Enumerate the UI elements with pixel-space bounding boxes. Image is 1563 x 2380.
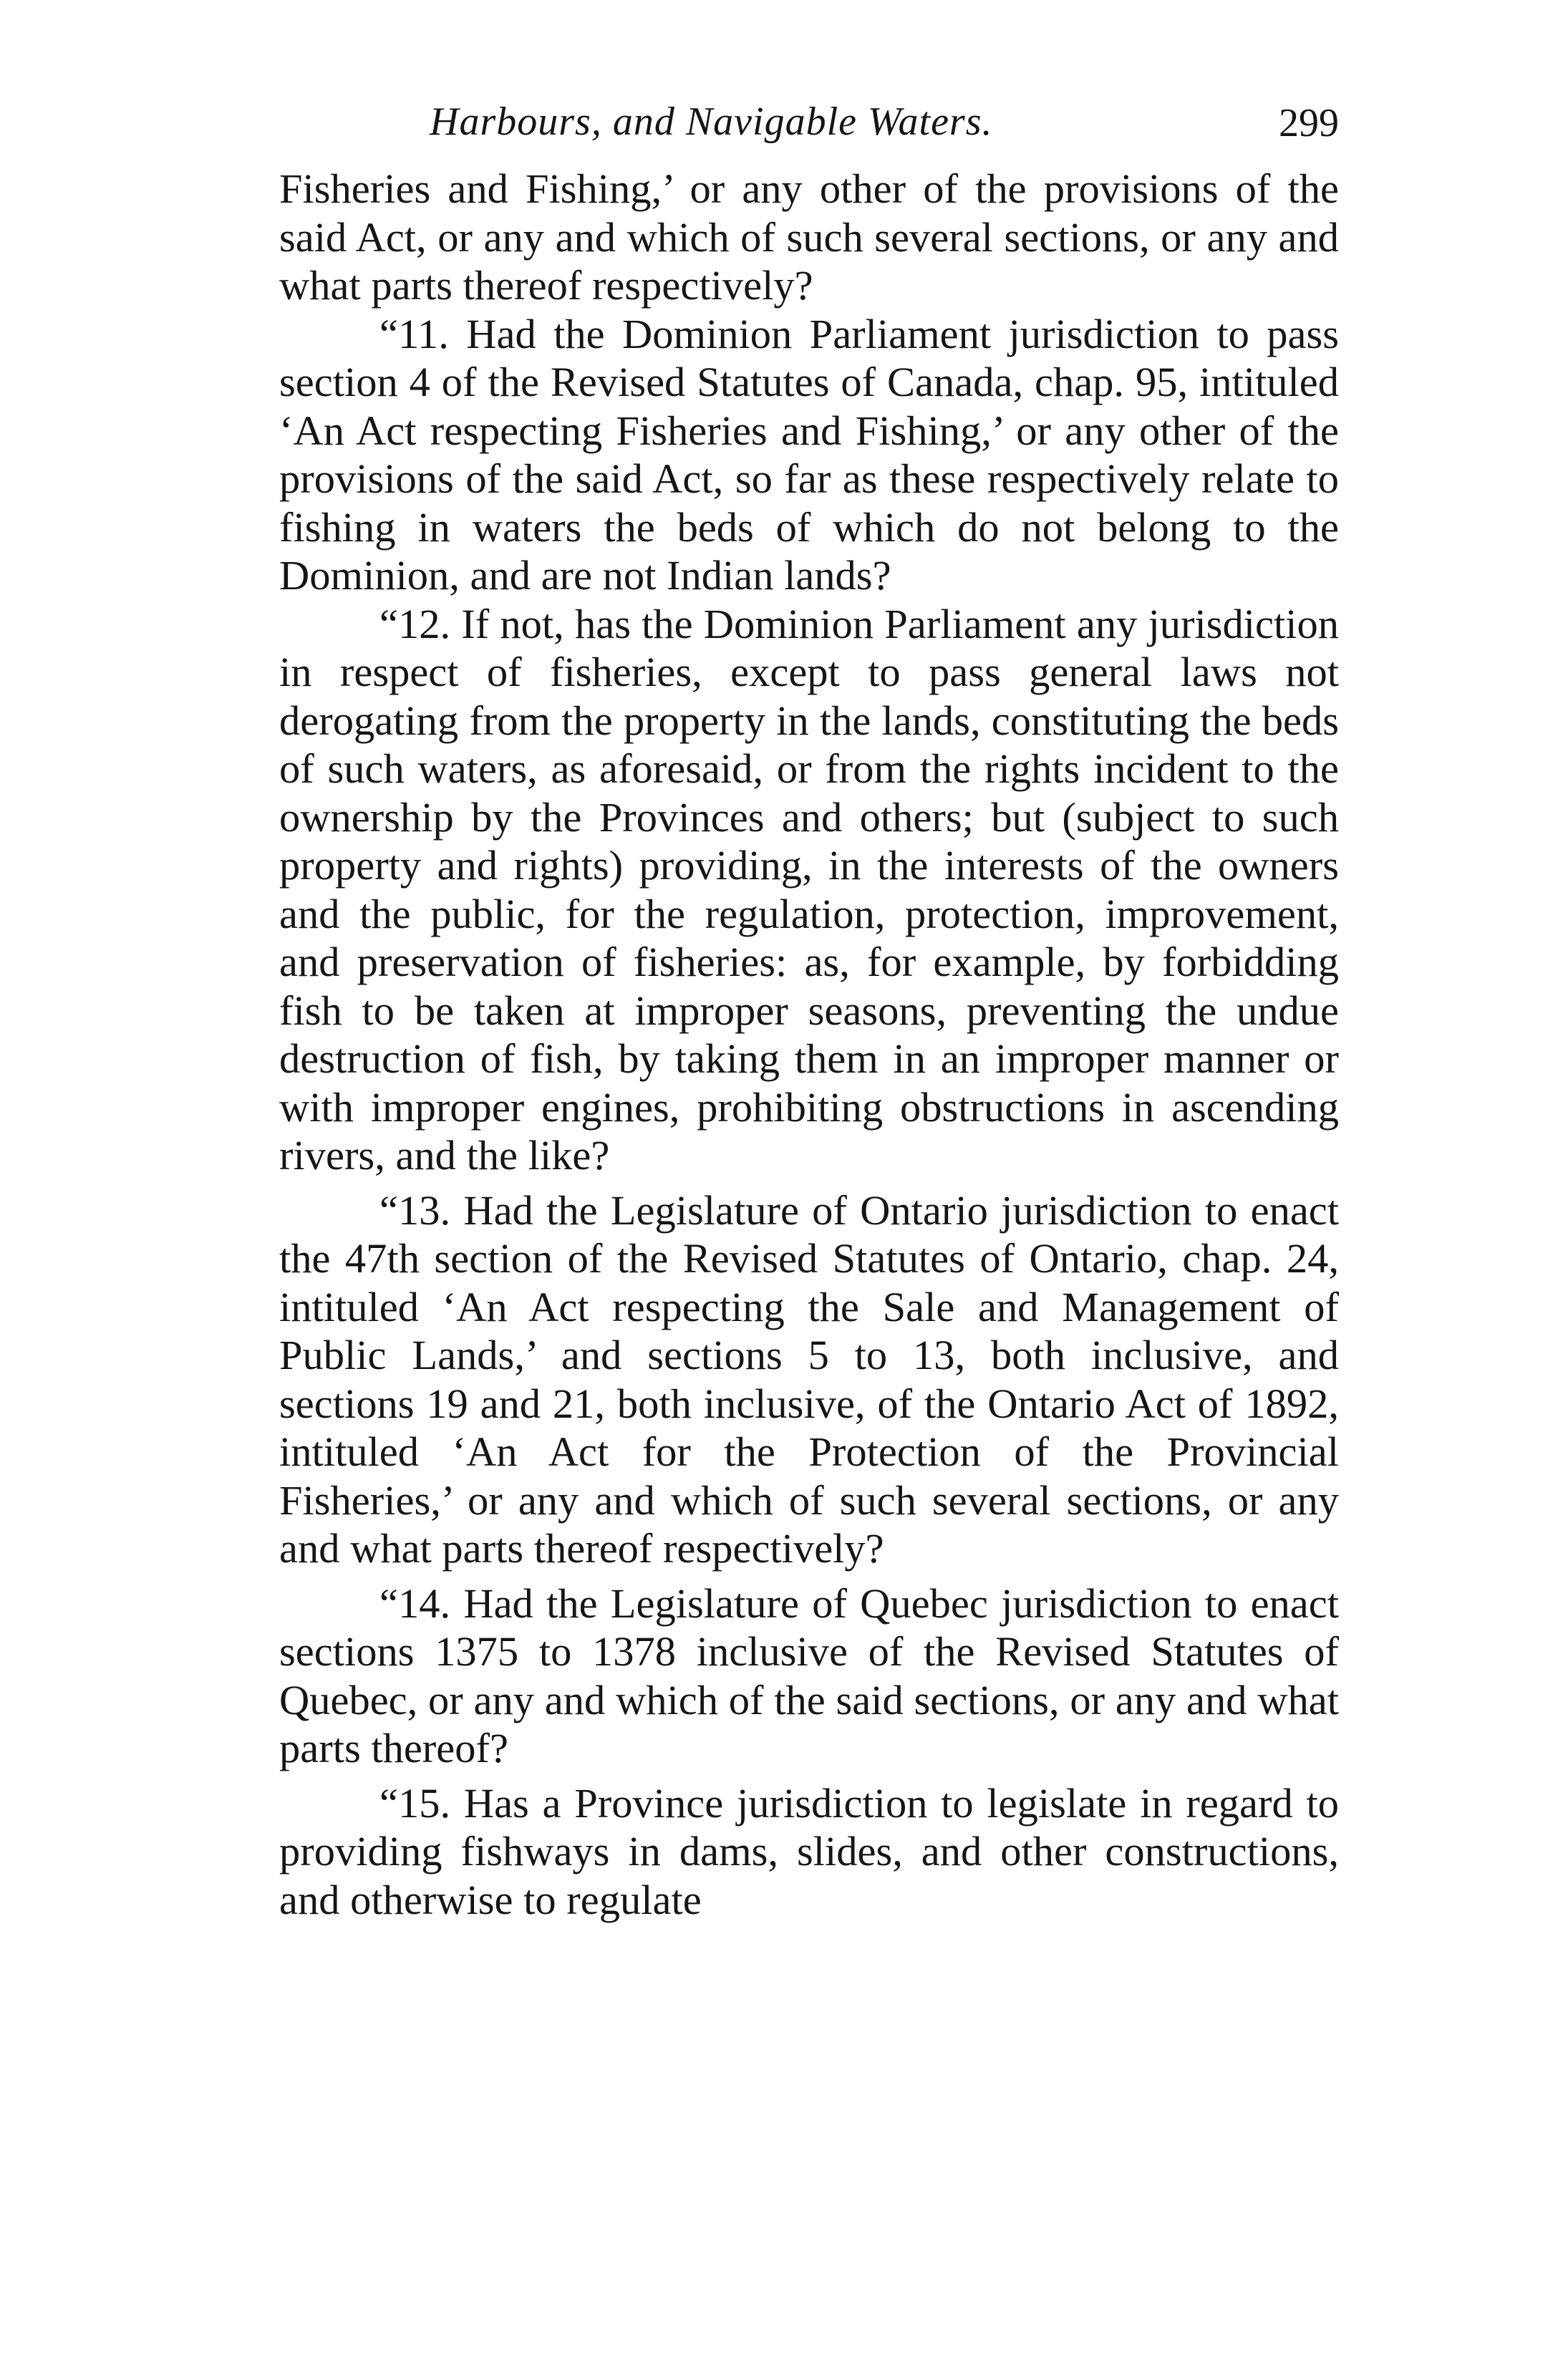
paragraph-question-12: “12. If not, has the Dominion Parliament any jurisdiction in respect of fisheries, except to pass general laws not derogating from the property in the lands, constituting the beds of such waters, as aforesaid, or from the rights incident to the ownership by the Provinces and others; but (subject to such property and rights) providing, in the interests of the owners and the public, for the regulation, protection, improvement, and preservation of fisheries: as, for example, by forbidding fish to be taken at improper seasons, preventing the undue destruction of fish, by taking them in an improper manner or with improper engines, prohibiting obstructions in ascending rivers, and the like?	[279, 600, 1339, 1179]
paragraph-question-14: “14. Had the Legislature of Quebec jurisdiction to enact sections 1375 to 1378 inclusive of the Revised Statutes of Quebec, or any and which of the said sections, or any and what parts thereof?	[279, 1580, 1339, 1771]
body-text	[279, 165, 1339, 1924]
paragraph-question-15: “15. Has a Province jurisdiction to legislate in regard to providing fishways in dams, slides, and other constructions, and otherwise to regulate	[279, 1779, 1339, 1923]
paragraph-continuation: Fisheries and Fishing,’ or any other of the provisions of the said Act, or any and which of such several sections, or any and what parts thereof respectively?	[279, 165, 1339, 309]
page-number: 299	[1279, 101, 1339, 145]
book-page	[279, 93, 1339, 1924]
paragraph-question-11: “11. Had the Dominion Parliament jurisdiction to pass section 4 of the Revised Statutes of Canada, chap. 95, intituled ‘An Act respecting Fisheries and Fishing,’ or any other of the provisions of the said Act, so far as these respectively relate to fishing in waters the beds of which do not belong to the Dominion, and are not Indian lands?	[279, 310, 1339, 599]
running-head	[279, 93, 1339, 165]
paragraph-question-13: “13. Had the Legislature of Ontario jurisdiction to enact the 47th section of the Revised Statutes of Ontario, chap. 24, intituled ‘An Act respecting the Sale and Management of Public Lands,’ and sections 5 to 13, both inclusive, and sections 19 and 21, both inclusive, of the Ontario Act of 1892, intituled ‘An Act for the Protection of the Provincial Fisheries,’ or any and which of such several sections, or any and what parts thereof respectively?	[279, 1186, 1339, 1572]
running-title: Harbours, and Navigable Waters.	[430, 100, 993, 144]
